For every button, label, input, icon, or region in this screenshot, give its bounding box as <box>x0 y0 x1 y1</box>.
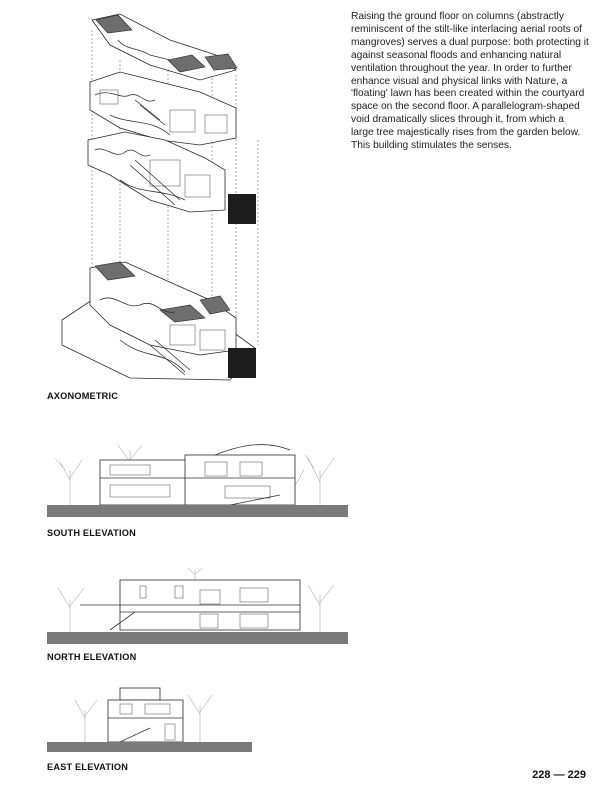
page-number: 228 — 229 <box>532 769 586 781</box>
east-elevation-caption: EAST ELEVATION <box>47 762 129 772</box>
axonometric-caption: AXONOMETRIC <box>47 391 119 401</box>
north-elevation-caption: NORTH ELEVATION <box>47 652 137 662</box>
south-elevation-caption: SOUTH ELEVATION <box>47 528 136 538</box>
body-text: Raising the ground floor on columns (abstractly reminiscent of the stilt-like interlacing aerial roots of mangroves) serves a dual purpose: both protecting it against seasonal floods and enhancing natural ventilation throughout the year. In order to further enhance visual and physical links with Nature, a 'floating' lawn has been created within the courtyard space on the second floor. A parallelogram-shaped void dramatically slices through it, from which a large tree majestically rises from the garden below. This building stimulates the senses. <box>351 11 589 152</box>
